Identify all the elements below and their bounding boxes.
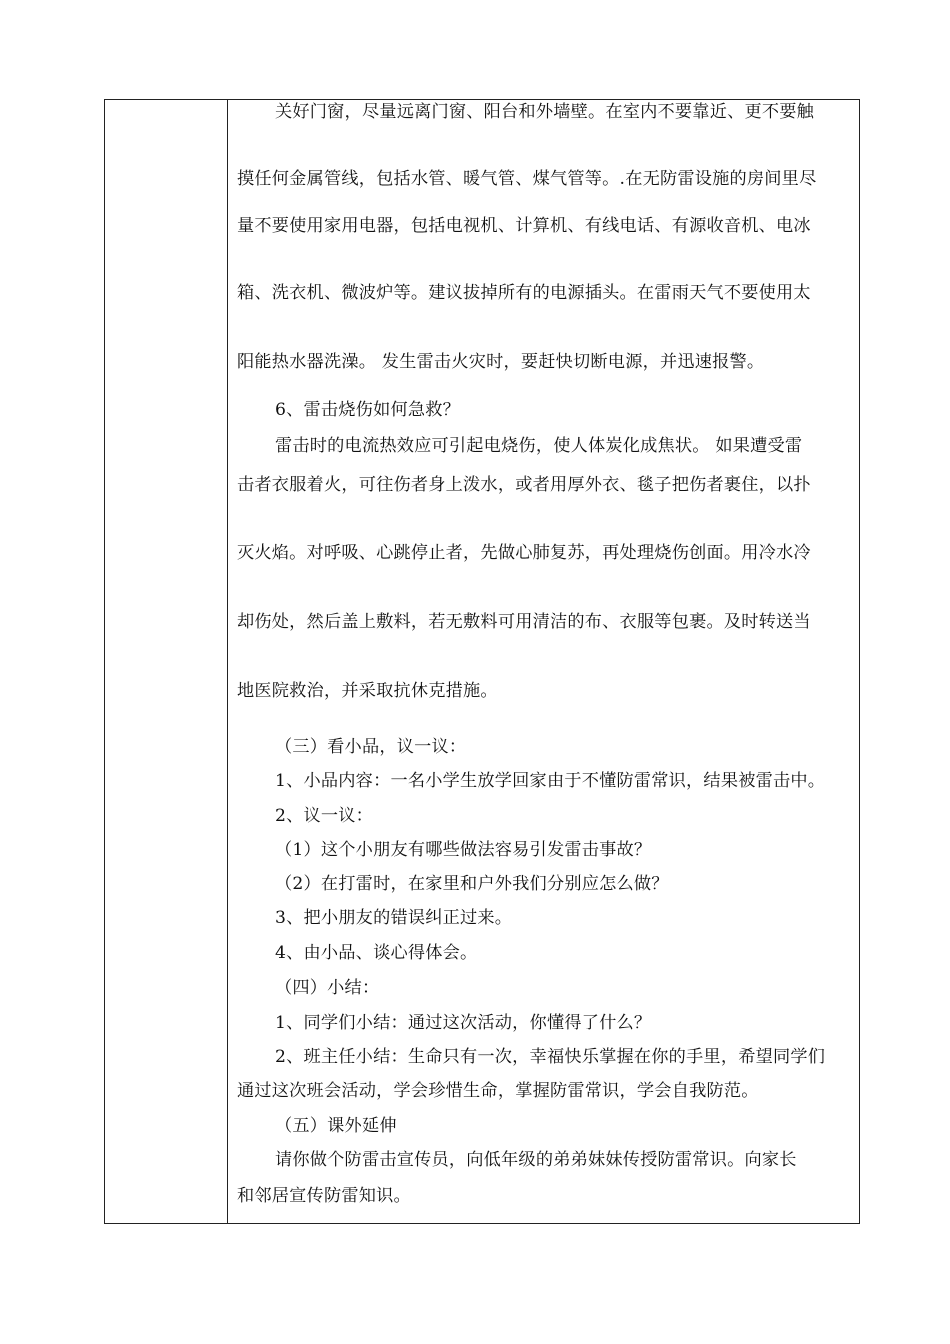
paragraph-line: 灭火焰。对呼吸、心跳停止者，先做心肺复苏，再处理烧伤创面。用冷水冷 [237, 543, 811, 563]
paragraph-line: 摸任何金属管线，包括水管、暖气管、煤气管等。.在无防雷设施的房间里尽 [237, 169, 817, 189]
column-divider [227, 99, 228, 1224]
paragraph-line: 地医院救治，并采取抗休克措施。 [237, 681, 498, 701]
paragraph-line: 击者衣服着火，可往伤者身上泼水，或者用厚外衣、毯子把伤者裹住，以扑 [237, 475, 811, 495]
section-heading: （四）小结： [275, 978, 380, 998]
list-item: 4、由小品、谈心得体会。 [275, 943, 478, 963]
list-item: 2、议一议： [275, 806, 374, 826]
list-item: （2）在打雷时，在家里和户外我们分别应怎么做？ [275, 874, 669, 894]
paragraph-line: 雷击时的电流热效应可引起电烧伤，使人体炭化成焦状。 如果遭受雷 [275, 436, 803, 456]
paragraph-line: 却伤处，然后盖上敷料，若无敷料可用清洁的布、衣服等包裹。及时转送当 [237, 612, 811, 632]
paragraph-line: 阳能热水器洗澡。 发生雷击火灾时，要赶快切断电源，并迅速报警。 [237, 352, 765, 372]
list-item: 3、把小朋友的错误纠正过来。 [275, 908, 513, 928]
section-heading: 6、雷击烧伤如何急救？ [275, 400, 461, 420]
list-item: 2、班主任小结：生命只有一次，幸福快乐掌握在你的手里，希望同学们 [275, 1047, 826, 1067]
section-heading: （五）课外延伸 [275, 1116, 397, 1136]
list-item: 1、小品内容：一名小学生放学回家由于不懂防雷常识，结果被雷击中。 [275, 771, 826, 791]
list-item: 1、同学们小结：通过这次活动，你懂得了什么？ [275, 1013, 652, 1033]
paragraph-line: 和邻居宣传防雷知识。 [237, 1186, 411, 1206]
left-cell [105, 100, 227, 1223]
paragraph-line: 关好门窗，尽量远离门窗、阳台和外墙壁。在室内不要靠近、更不要触 [275, 102, 815, 122]
paragraph-line: 请你做个防雷击宣传员，向低年级的弟弟妹妹传授防雷常识。向家长 [275, 1150, 797, 1170]
section-heading: （三）看小品，议一议： [275, 737, 467, 757]
paragraph-line: 量不要使用家用电器，包括电视机、计算机、有线电话、有源收音机、电冰 [237, 216, 811, 236]
paragraph-line: 箱、洗衣机、微波炉等。建议拔掉所有的电源插头。在雷雨天气不要使用太 [237, 283, 811, 303]
list-item: （1）这个小朋友有哪些做法容易引发雷击事故？ [275, 840, 652, 860]
paragraph-line: 通过这次班会活动，学会珍惜生命，掌握防雷常识，学会自我防范。 [237, 1081, 759, 1101]
